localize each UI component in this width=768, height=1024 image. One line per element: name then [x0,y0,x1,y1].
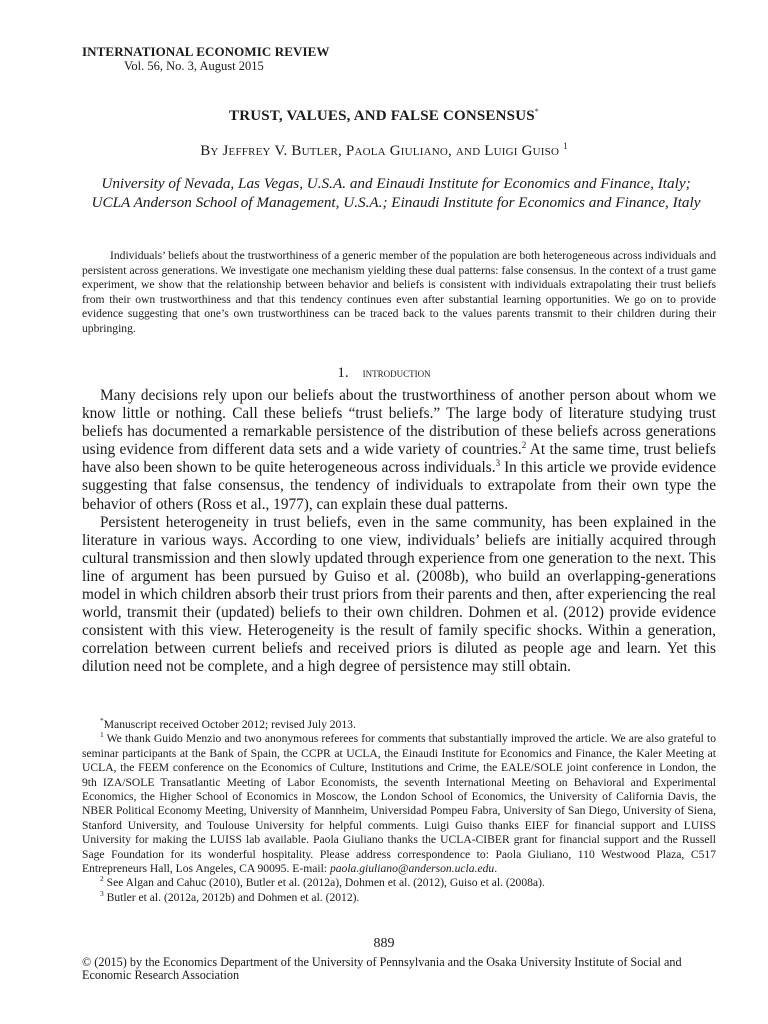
body-paragraph-2: Persistent heterogeneity in trust beliefs, even in the same community, has been explained in the literature in various ways. According to one view, individuals’ beliefs are initially acquired through cultural transmission and then slowly updated through experience from one generation to the next. This line of argument has been pursued by Guiso et al. (2008b), who build an overlapping-generations model in which children absorb their trust priors from their parents and then, after experiencing the real world, transmit their (updated) beliefs to their own children. Dohmen et al. (2012) provide evidence consistent with this view. Heterogeneity is the result of family specific shocks. Within a generation, correlation between current beliefs and received priors is diluted as people age and learn. Yet this dilution need not be complete, and a high degree of persistence may still obtain. [82,513,716,676]
section-title: introduction [362,365,431,380]
email-link[interactable]: paola.giuliano@anderson.ucla.edu [329,862,495,876]
footnote-2 [82,876,716,890]
paragraph-text: Many decisions rely upon our beliefs about the trustworthiness of another person about whom we know little or nothing. Call these beliefs “trust beliefs.” The large body of literature studying trust beliefs has documented a remarkable persistence of the distribution of these beliefs across generations using evidence from different data sets and a wide variety of countries. [82,387,716,459]
footnote-mark: 1 [100,730,104,740]
footnote-mark: 3 [100,889,104,899]
footnote-text: See Algan and Cahuc (2010), Butler et al. (2012a), Dohmen et al. (2012), Guiso et al. (2008a). [103,876,545,890]
article-title-text: TRUST, VALUES, AND FALSE CONSENSUS [229,108,535,124]
journal-volume: Vol. 56, No. 3, August 2015 [124,59,264,73]
footnote-ref-3: 3 [495,458,501,469]
footnote-text: We thank Guido Menzio and two anonymous referees for comments that substantially improved the article. We are also grateful to seminar participants at the Bank of Spain, the CCPR at UCLA, the Einaudi Institute for Economics and Finance, the Kaler Meeting at UCLA, the FEEM conference on the Economics of Culture, Institutions and Crime, the EALE/SOLE joint conference in London, the 9th IZA/SOLE Transatlantic Meeting of Labor Economists, the seventh International Meeting on Behavioral and Experimental Economics, the Higher School of Economics in Moscow, the London School of Economics, the University of California Davis, the NBER Political Economy Meeting, University of Mannheim, Universidad Pompeu Fabra, University of San Diego, University of Siena, Stanford University, and Toulouse University for helpful comments. Luigi Guiso thanks EIEF for financial support and LUISS University for making the LUISS lab available. Paola Giuliano thanks the UCLA-CIBER grant for financial support and the Russell Sage Foundation for its wonderful hospitality. Please address correspondence to: Paola Giuliano, 110 Westwood Plaza, C517 Entrepreneurs Hall, Los Angeles, CA 90095. E-mail: [82,732,716,876]
footnote-1 [82,732,716,876]
section-heading [0,365,768,382]
footnote-mark: * [100,716,104,726]
article-title [0,107,768,125]
footnote-text: Butler et al. (2012a, 2012b) and Dohmen et al. (2012). [103,890,360,904]
paragraph-text: At the same time, trust beliefs have also been shown to be quite heterogeneous across individuals. [82,441,717,477]
abstract: Individuals’ beliefs about the trustworthiness of a generic member of the population are both heterogeneous across individuals and persistent across generations. We investigate one mechanism yielding these dual patterns: false consensus. In the context of a trust game experiment, we show that the relationship between behavior and beliefs is consistent with individuals extrapolating their trust beliefs from their own trustworthiness and that this tendency continues even after substantial learning opportunities. We go on to provide evidence suggesting that one’s own trustworthiness can be traced back to the values parents transmit to their children during their upbringing. [82,249,716,335]
author-names: By Jeffrey V. Butler, Paola Giuliano, and Luigi Guiso [200,143,560,159]
footnote-3 [82,891,716,905]
footnote-star [82,718,716,732]
footnotes [82,718,716,905]
author-footnote-mark: 1 [563,141,568,151]
page-number: 889 [373,936,395,951]
footnote-mark: 2 [100,874,104,884]
journal-name: INTERNATIONAL ECONOMIC REVIEW [82,44,330,59]
footnote-text: . [494,862,498,876]
section-number: 1. [337,365,349,381]
author-line [0,141,768,160]
body-text [82,387,716,677]
paragraph-text: In this article we provide evidence suggesting that false consensus, the tendency of individuals to extrapolate from their own type the behavior of others (Ross et al., 1977), can explain these dual patterns. [82,459,717,513]
copyright-notice: © (2015) by the Economics Department of the University of Pennsylvania and the Osaka University Institute of Social and Economic Research Association [82,955,682,982]
footnote-text: Manuscript received October 2012; revised July 2013. [103,718,356,731]
title-footnote-mark: * [534,107,539,116]
affiliations: University of Nevada, Las Vegas, U.S.A. and Einaudi Institute for Economics and Finance, Italy; UCLA Anderson School of Management, U.S.A.; Einaudi Institute for Economics and Finance, Italy [91,175,701,211]
body-paragraph-1 [82,387,716,514]
footnote-ref-2: 2 [521,440,527,451]
